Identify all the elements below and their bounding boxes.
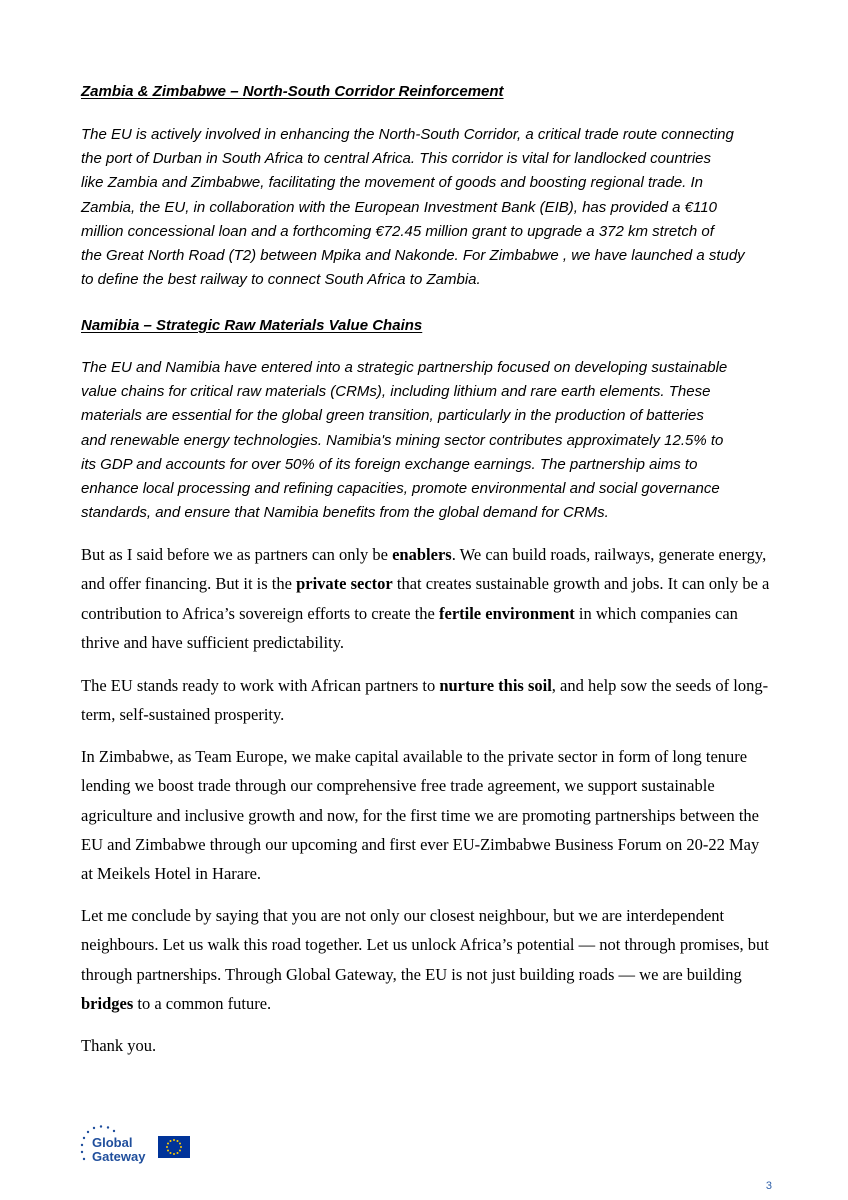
section-body-namibia	[81, 356, 781, 525]
global-gateway-logo-graphic	[78, 1125, 196, 1165]
text-run: Let me conclude by saying that you are not only our closest neighbour, but we are interdependent neighbours. Let us walk this road together. Let us unlock Africa’s potential — not through promises, but through partnerships. Through Global Gateway, the EU is not just building roads — we are building	[81, 906, 769, 984]
text-run: Thank you.	[81, 1036, 157, 1055]
text-run: In Zimbabwe, as Team Europe, we make capital available to the private sector in form of long tenure lending we boost trade through our comprehensive free trade agreement, we support sustainable agriculture and inclusive growth and now, for the first time we are promoting partnerships between the EU and Zimbabwe through our upcoming and first ever EU-Zimbabwe Business Forum on 20-22 May at Meikels Hotel in Harare.	[81, 747, 760, 884]
section-body-zambia-zimbabwe	[81, 123, 781, 292]
body-line: its GDP and accounts for over 50% of its foreign exchange earnings. The partnership aims to	[81, 455, 698, 473]
body-line: Zambia, the EU, in collaboration with the European Investment Bank (EIB), has provided a €110	[81, 198, 717, 216]
section-heading-zambia-zimbabwe: Zambia & Zimbabwe – North-South Corridor Reinforcement	[81, 83, 504, 100]
text-run: to a common future.	[133, 993, 272, 1013]
body-line: value chains for critical raw materials (CRMs), including lithium and rare earth elements. These	[81, 383, 711, 401]
bold-private-sector: private sector	[296, 574, 393, 594]
paragraph-nurture-soil	[81, 671, 771, 730]
body-line: The EU and Namibia have entered into a strategic partnership focused on developing sustainable	[81, 359, 728, 376]
paragraph-conclusion	[81, 901, 771, 1018]
paragraph-team-europe	[81, 742, 771, 888]
text-run: The EU stands ready to work with African partners to	[81, 676, 440, 695]
section-heading-namibia: Namibia – Strategic Raw Materials Value Chains	[81, 317, 423, 334]
logo-text-gateway: Gateway	[92, 1149, 146, 1164]
global-gateway-logo	[78, 1125, 196, 1165]
bold-nurture-this-soil: nurture this soil	[439, 676, 552, 695]
body-line: to define the best railway to connect South Africa to Zambia.	[81, 271, 481, 289]
body-line: standards, and ensure that Namibia benefits from the global demand for CRMs.	[81, 504, 609, 522]
bold-bridges: bridges	[81, 993, 134, 1013]
body-line: and renewable energy technologies. Namibia's mining sector contributes approximately 12.5% to	[81, 431, 724, 449]
text-run: . We can build roads, railways, generate energy, and offer financing. But it is the	[81, 545, 767, 594]
text-run: in which companies can thrive and have sufficient predictability.	[81, 603, 738, 652]
paragraph-thank-you	[81, 1031, 771, 1060]
body-line: million concessional loan and a forthcoming €72.45 million grant to upgrade a 372 km stretch of	[81, 222, 714, 240]
body-line: the Great North Road (T2) between Mpika and Nakonde. For Zimbabwe , we have launched a study	[81, 247, 745, 265]
body-line: the port of Durban in South Africa to central Africa. This corridor is vital for landlocked countries	[81, 150, 712, 168]
paragraph-enablers	[81, 540, 771, 657]
body-line: enhance local processing and refining capacities, promote environmental and social governance	[81, 480, 720, 498]
body-line: materials are essential for the global green transition, particularly in the production of batteries	[81, 407, 704, 425]
body-line: like Zambia and Zimbabwe, facilitating the movement of goods and boosting regional trade. In	[81, 174, 704, 192]
bold-enablers: enablers	[392, 545, 452, 564]
text-run: that creates sustainable growth and jobs. It can only be a contribution to Africa’s sovereign efforts to create the	[81, 574, 770, 623]
page-number: 3	[765, 1180, 772, 1192]
text-run: But as I said before we as partners can only be	[81, 545, 393, 564]
text-run: , and help sow the seeds of long-term, self-sustained prosperity.	[81, 676, 769, 725]
bold-fertile-environment: fertile environment	[439, 603, 575, 623]
body-line: The EU is actively involved in enhancing the North-South Corridor, a critical trade route connecting	[81, 126, 734, 143]
eu-flag-icon	[158, 1136, 190, 1158]
logo-text-global: Global	[92, 1135, 133, 1150]
